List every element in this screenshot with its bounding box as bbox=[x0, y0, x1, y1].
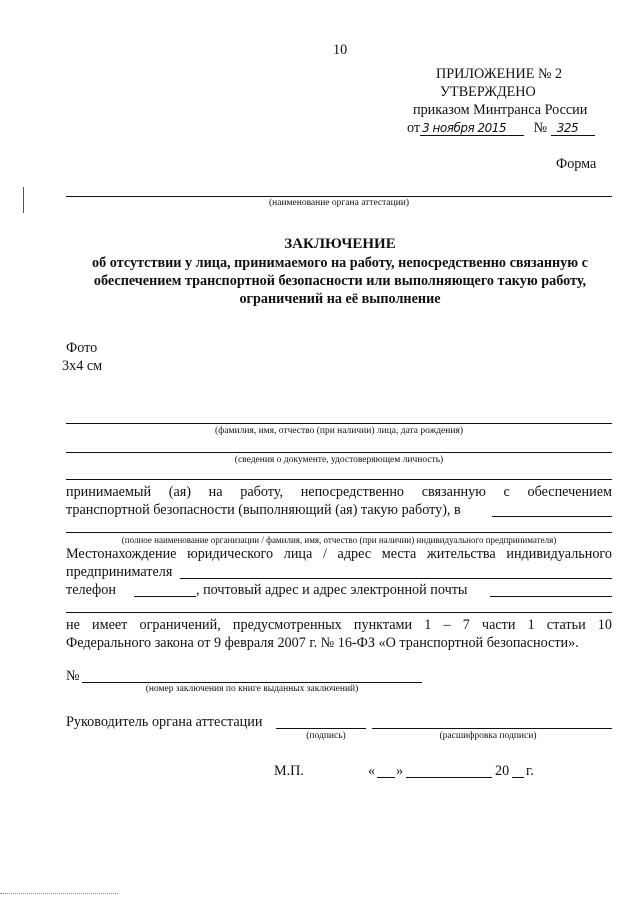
hired-line-1: принимаемый (ая) на работу, непосредственно связанную с обеспечением bbox=[66, 484, 612, 500]
stamp-label: М.П. bbox=[274, 763, 304, 779]
title-line-2: обеспечением транспортной безопасности или выполняющего такую работу, bbox=[93, 273, 587, 289]
location-line-2: предпринимателя bbox=[66, 564, 173, 580]
location-line-1: Местонахождение юридического лица / адрес места жительства индивидуального bbox=[66, 546, 612, 562]
appendix-label: ПРИЛОЖЕНИЕ № 2 bbox=[436, 66, 563, 82]
scan-artifact-line bbox=[0, 893, 118, 894]
handwritten-number: 325 bbox=[551, 121, 595, 136]
form-label: Форма bbox=[556, 156, 597, 172]
number-caption: (номер заключения по книге выданных заключений) bbox=[145, 684, 359, 694]
title-line-3: ограничений на её выполнение bbox=[239, 291, 441, 307]
head-label: Руководитель органа аттестации bbox=[66, 714, 263, 730]
id-document-line-2 bbox=[66, 479, 612, 480]
hired-org-short-line bbox=[492, 516, 612, 517]
date-month-line bbox=[406, 777, 492, 778]
conclusion-line-2: Федерального закона от 9 февраля 2007 г. № 16-ФЗ «О транспортной безопасности». bbox=[66, 635, 579, 651]
date-quote-open: « bbox=[368, 763, 376, 779]
date-year-line bbox=[512, 777, 524, 778]
postal-label: , почтовый адрес и адрес электронной почты bbox=[196, 582, 468, 598]
document-title: ЗАКЛЮЧЕНИЕ bbox=[284, 236, 396, 252]
id-document-line bbox=[66, 452, 612, 453]
approved-label: УТВЕРЖДЕНО bbox=[440, 84, 536, 100]
org-name-line bbox=[66, 196, 612, 197]
org-full-name-line bbox=[66, 532, 612, 533]
photo-size: 3х4 см bbox=[62, 358, 103, 374]
handwritten-date: 3 ноября 2015 bbox=[420, 121, 524, 136]
date-year-prefix: 20 bbox=[495, 763, 510, 779]
number-line bbox=[82, 682, 422, 683]
signature-line bbox=[276, 728, 366, 729]
signature-decode-line bbox=[372, 728, 612, 729]
fio-line bbox=[66, 423, 612, 424]
id-document-caption: (сведения о документе, удостоверяющем личность) bbox=[234, 455, 444, 465]
title-line-1: об отсутствии у лица, принимаемого на работу, непосредственно связанную с bbox=[92, 255, 588, 271]
org-full-name-caption: (полное наименование организации / фамилия, имя, отчество (при наличии) индивидуального предпринимателя) bbox=[121, 535, 557, 545]
page-number: 10 bbox=[333, 42, 348, 58]
contact-line-2 bbox=[66, 612, 612, 613]
date-year-suffix: г. bbox=[526, 763, 534, 779]
phone-label: телефон bbox=[66, 582, 116, 598]
order-date-line bbox=[407, 120, 595, 137]
postal-line bbox=[490, 596, 612, 597]
date-quote-close: » bbox=[396, 763, 404, 779]
org-name-caption: (наименование органа аттестации) bbox=[268, 198, 410, 208]
conclusion-line-1: не имеет ограничений, предусмотренных пунктами 1 – 7 части 1 статьи 10 bbox=[66, 617, 612, 633]
photo-label: Фото bbox=[66, 340, 98, 356]
order-label: приказом Минтранса России bbox=[413, 102, 588, 118]
from-prefix: от bbox=[407, 120, 421, 136]
number-sign: № bbox=[66, 668, 80, 684]
phone-line bbox=[134, 596, 196, 597]
location-line bbox=[180, 578, 612, 579]
signature-decode-caption: (расшифровка подписи) bbox=[439, 731, 537, 741]
fio-caption: (фамилия, имя, отчество (при наличии) лица, дата рождения) bbox=[215, 426, 463, 436]
hired-line-2: транспортной безопасности (выполняющий (ая) такую работу), в bbox=[66, 502, 461, 518]
date-day-line bbox=[377, 777, 395, 778]
margin-mark bbox=[23, 187, 24, 213]
number-prefix: № bbox=[533, 120, 548, 136]
signature-caption: (подпись) bbox=[306, 731, 346, 741]
